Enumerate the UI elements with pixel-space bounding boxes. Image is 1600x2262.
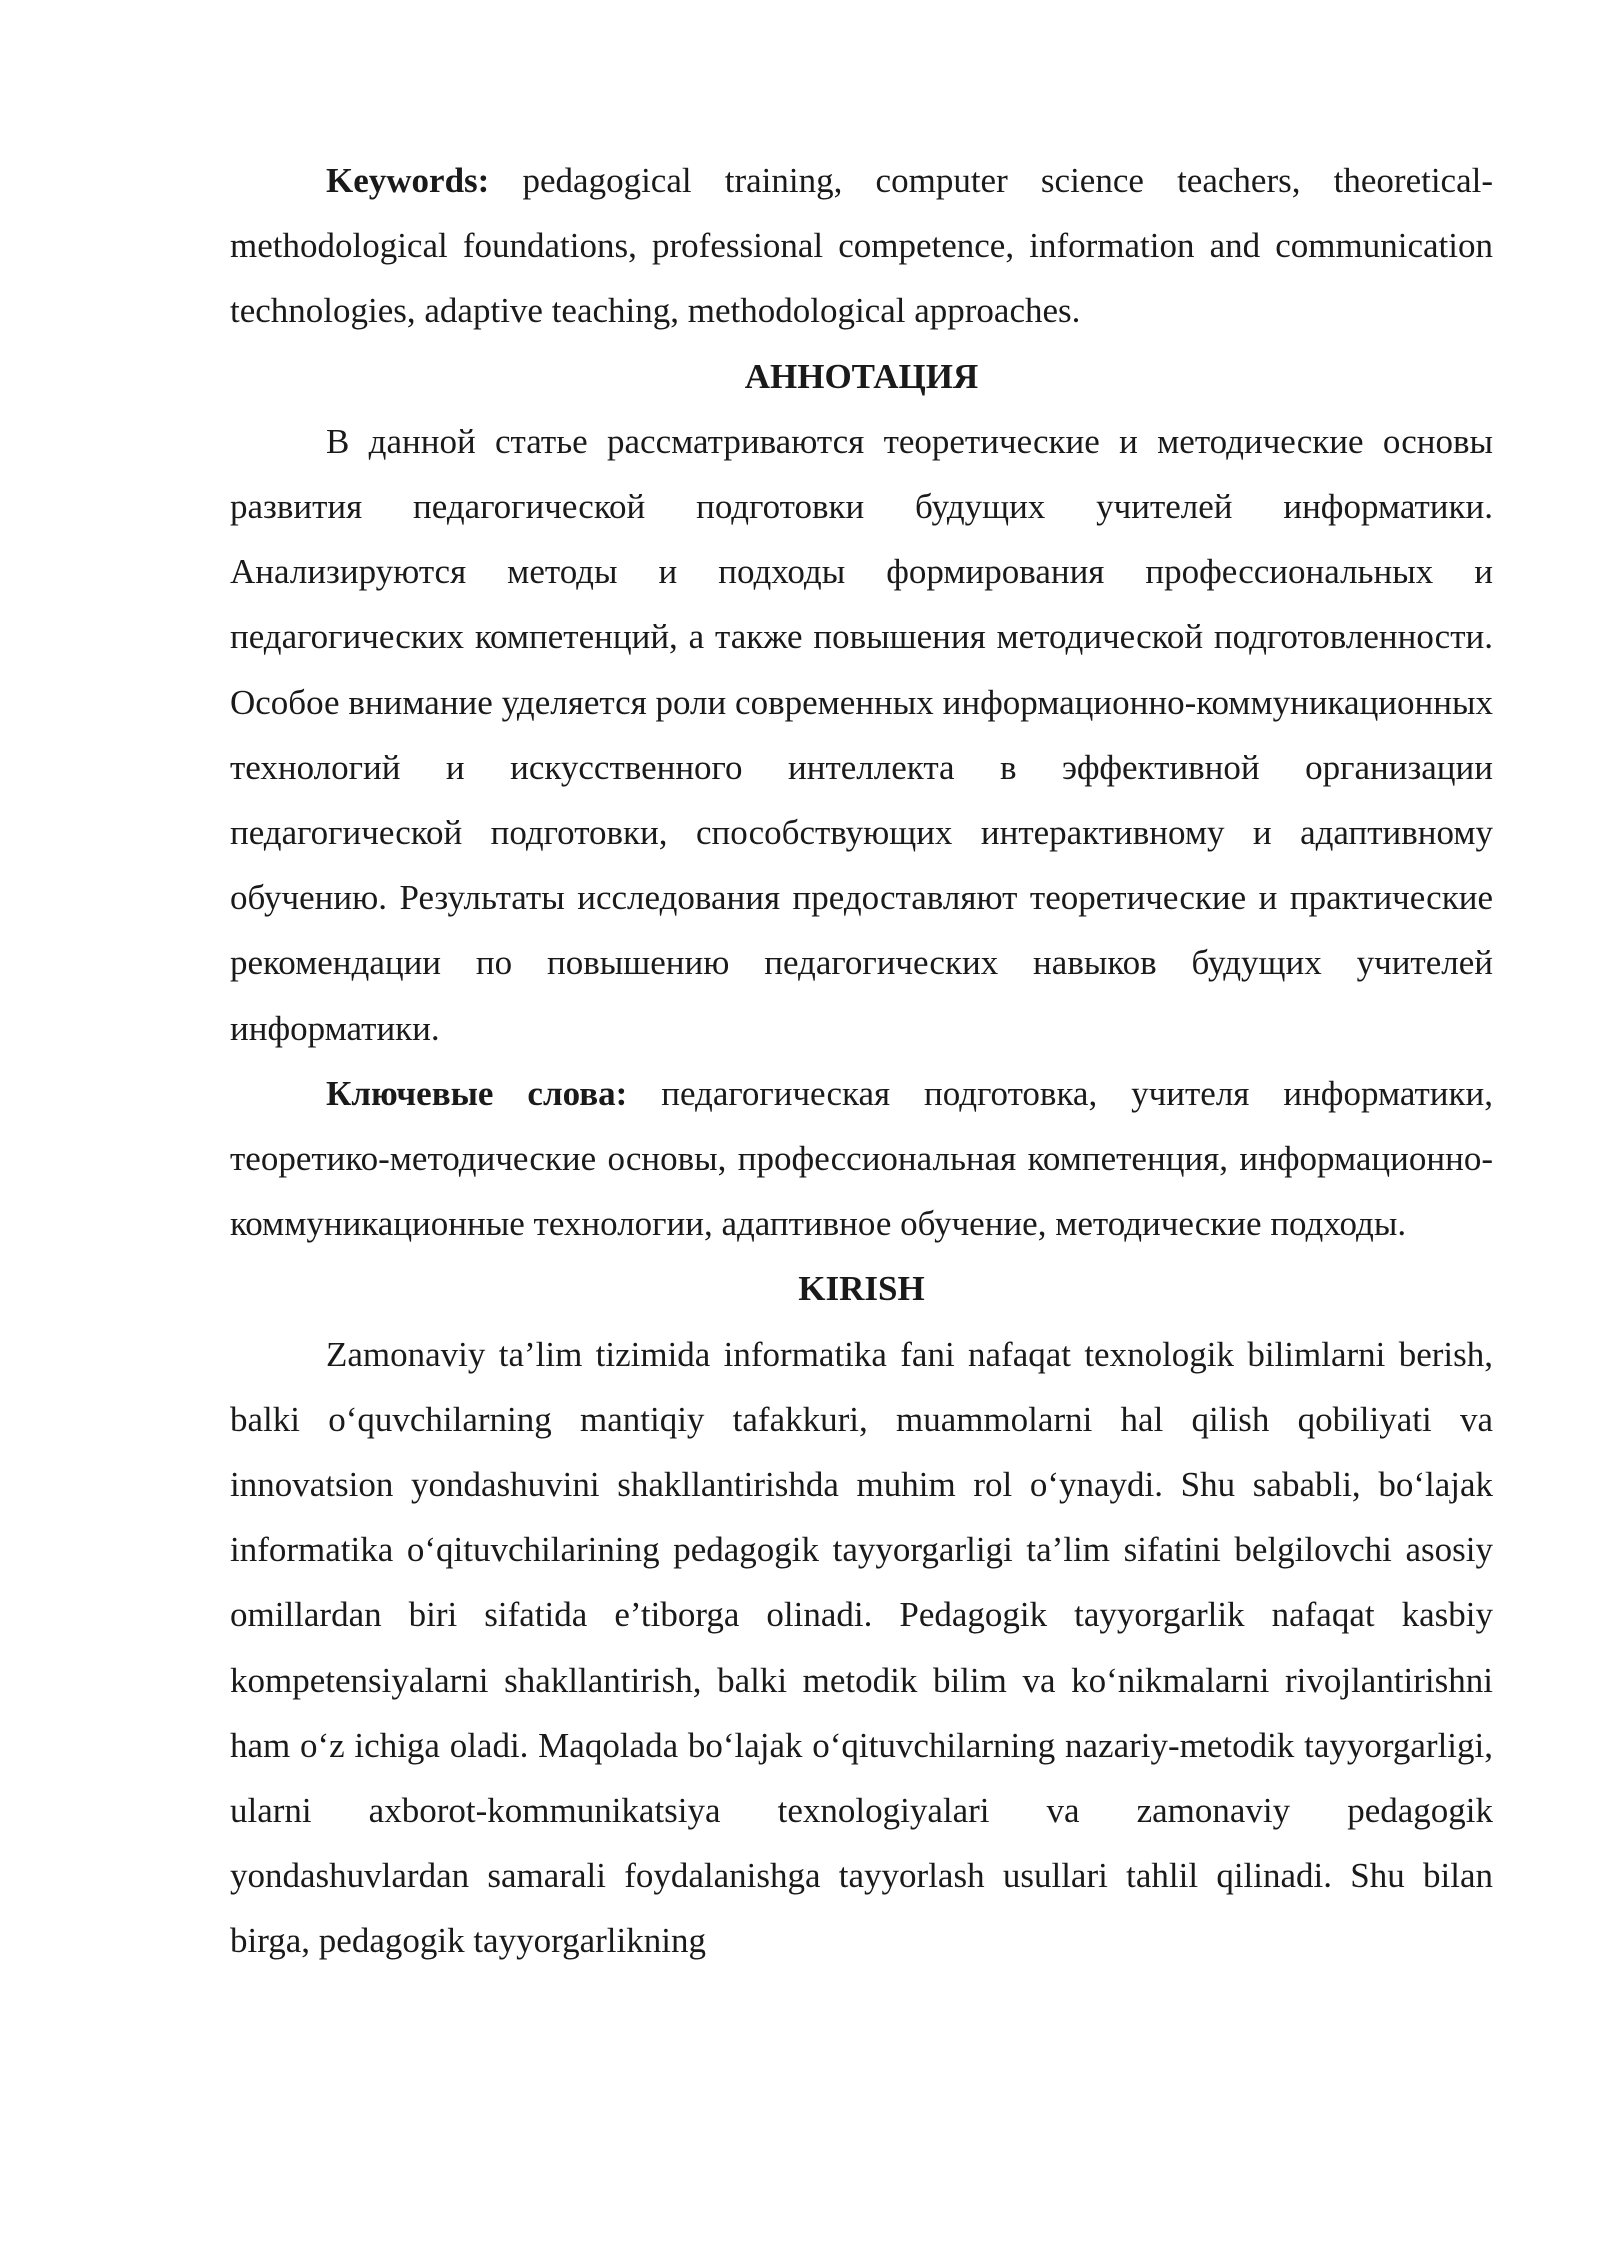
- keywords-en-label: Keywords:: [326, 161, 490, 200]
- keywords-ru-text: педагогическая подготовка, учителя информатики, теоретико-методические основы, профессиональная компетенция, информационно-коммуникационные технологии, адаптивное обучение, методические подходы.: [230, 1073, 1493, 1244]
- keywords-en-text: pedagogical training, computer science teachers, theoretical-methodological foundations, professional competence, information and communication technologies, adaptive teaching, methodological approaches.: [230, 161, 1493, 331]
- document-page: [230, 148, 1493, 1974]
- keywords-en-paragraph: [230, 148, 1493, 344]
- introduction-body: Zamonaviy ta’lim tizimida informatika fani nafaqat texnologik bilimlarni berish, balki o‘quvchilarning mantiqiy tafakkuri, muammolarni hal qilish qobiliyati va innovatsion yondashuvini shakllantirishda muhim rol o‘ynaydi. Shu sababli, bo‘lajak informatika o‘qituvchilarining pedagogik tayyorgarligi ta’lim sifatini belgilovchi asosiy omillardan biri sifatida e’tiborga olinadi. Pedagogik tayyorgarlik nafaqat kasbiy kompetensiyalarni shakllantirish, balki metodik bilim va ko‘nikmalarni rivojlantirishni ham o‘z ichiga oladi. Maqolada bo‘lajak o‘qituvchilarning nazariy-metodik tayyorgarligi, ularni axborot-kommunikatsiya texnologiyalari va zamonaviy pedagogik yondashuvlardan samarali foydalanishga tayyorlash usullari tahlil qilinadi. Shu bilan birga, pedagogik tayyorgarlikning: [230, 1334, 1493, 1961]
- keywords-ru-label: Ключевые слова:: [326, 1073, 628, 1113]
- introduction-heading: KIRISH: [798, 1269, 925, 1309]
- annotation-heading: АННОТАЦИЯ: [744, 356, 979, 396]
- keywords-ru-paragraph: [230, 1061, 1493, 1257]
- annotation-body: В данной статье рассматриваются теоретические и методические основы развития педагогической подготовки будущих учителей информатики. Анализируются методы и подходы формирования профессиональных и педагогических компетенций, а также повышения методической подготовленности. Особое внимание уделяется роли современных информационно-коммуникационных технологий и искусственного интеллекта в эффективной организации педагогической подготовки, способствующих интерактивному и адаптивному обучению. Результаты исследования предоставляют теоретические и практические рекомендации по повышению педагогических навыков будущих учителей информатики.: [230, 421, 1493, 1048]
